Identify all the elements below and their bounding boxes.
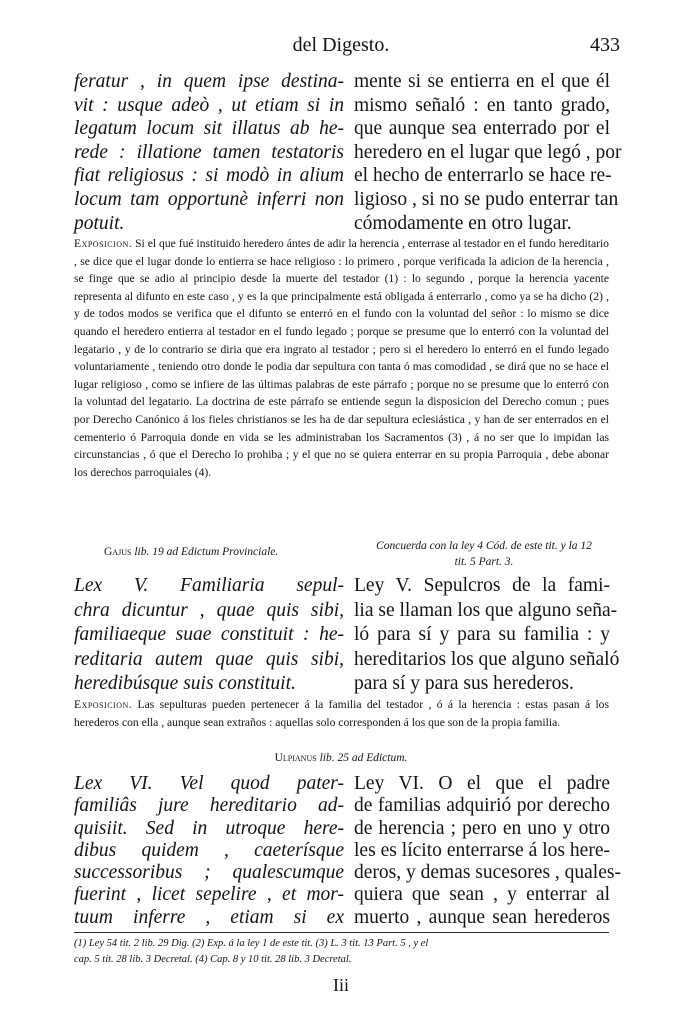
exposition-text: Si el que fué instituido heredero ántes de adir la herencia , enterrase al testador en el fundo hereditario , se dice que el lugar donde lo entierra se hace religioso : lo primero , porque verificada la adicion de la herencia , se finge que se adio al principio desde la muerte del testador (1) : lo segundo , porque la herencia yacente representa al difunto en este caso , y es la que principalmente está obligada á enterrarlo , como ya se ha dicho (2) , y de todos modos se verifica que el difunto se enterró en el fundo con la voluntad del señor : lo mismo se dice quando el heredero entierra al testador en el fundo legado ; porque se presume que lo enterró con la voluntad del legatario , y de lo contrario se diria que era ingrato al testador ; pero si el heredero lo enterró en el fundo legado voluntariamente , teniendo otro donde le podia dar sepultura con tanta ó mas comodidad , se dirá que no se hace el lugar religioso , como se infiere de las últimas palabras de este párrafo ; porque no se presume que lo enterró con la voluntad del legatario. La doctrina de este párrafo se entiende segun la disposicion del Derecho comun ; pues por Derecho Canónico á los fieles christianos se les ha de dar sepultura eclesiástica , y han de ser enterrados en el cementerio ó Parroquia donde en vida se les administraban los Sacramentos (3) , á no ser que lo impidan las circunstancias , ó que el Derecho lo prohiba ; y el que no se quiera enterrar en su propia Parroquia , debe abonar los derechos parroquiales (4).: [74, 237, 609, 479]
text-line: fiat religiosus : si modò in alium: [74, 165, 344, 187]
source-author: Ulpianus: [274, 752, 317, 764]
concordance-note: [356, 538, 612, 570]
exposition-paragraph: [74, 235, 609, 481]
signature-mark: Iii: [333, 975, 349, 995]
text-line: para sí y para sus herederos.: [354, 673, 574, 694]
text-line: dibus quidem , caeterísque: [74, 839, 344, 861]
text-line: familiâs jure hereditario ad-: [74, 795, 344, 817]
text-line: ligioso , si no se pudo enterrar tan: [354, 188, 619, 210]
text-line: Lex VI. Vel quod pater-: [74, 773, 344, 794]
text-line: Ley VI. O el que el padre: [354, 773, 610, 794]
text-line: mente si se entierra en el que él: [354, 71, 610, 92]
source-reference: lib. 19 ad Edictum Provinciale.: [134, 546, 279, 558]
running-title: del Digesto.: [292, 34, 390, 56]
page-number: 433: [590, 34, 620, 56]
text-line: vit : usque adeò , ut etiam si in: [74, 94, 344, 116]
spanish-column-ley-vi: [354, 773, 621, 929]
text-line: chra dicuntur , quae quis sibi,: [74, 599, 344, 621]
text-line: deros, y demas sucesores , quales-: [354, 862, 621, 884]
text-line: cómodamente en otro lugar.: [354, 212, 572, 234]
text-line: muerto , aunque sean herederos: [354, 906, 610, 928]
text-line: successoribus ; qualescumque: [74, 862, 344, 884]
footnote-line: (1) Ley 54 tit. 2 lib. 29 Dig. (2) Exp. á la ley 1 de este tit. (3) L. 3 tit. 13 Part. 5 , y el: [74, 938, 429, 949]
text-line: tuum inferre , etiam si ex: [74, 906, 344, 928]
source-author: Gajus: [104, 546, 132, 558]
concordance-line: tit. 5 Part. 3.: [454, 556, 514, 568]
text-line: legatum locum sit illatus ab he-: [74, 118, 344, 140]
text-line: reditaria autem quae quis sibi,: [74, 648, 344, 670]
source-citation: [0, 752, 682, 764]
text-line: que aunque sea enterrado por el: [354, 118, 610, 140]
concordance-line: Concuerda con la ley 4 Cód. de este tit. y la 12: [376, 540, 592, 552]
text-line: ló para sí y para su familia : y: [354, 624, 610, 645]
text-line: mismo señaló : en tanto grado,: [354, 94, 610, 116]
latin-column-continuation: [74, 70, 344, 235]
exposition-label: Exposicion.: [74, 237, 133, 250]
text-line: quisiit. Sed in utroque here-: [74, 817, 344, 839]
text-line: heredibúsque suis constituit.: [74, 673, 296, 694]
text-line: Lex V. Familiaria sepul-: [74, 575, 344, 596]
text-line: Ley V. Sepulcros de la fami-: [354, 575, 610, 596]
text-line: el hecho de enterrarlo se hace re-: [354, 165, 612, 187]
latin-column-lex-v: [74, 574, 344, 697]
text-line: hereditarios los que alguno señaló: [354, 648, 620, 670]
text-line: quiera que sean , y enterrar al: [354, 884, 610, 906]
exposition-paragraph: [74, 696, 609, 731]
text-line: familiaeque suae constituit : he-: [74, 624, 344, 645]
latin-column-lex-vi: [74, 773, 344, 929]
text-line: les es lícito enterrarse á los here-: [354, 839, 610, 861]
exposition-text: Las sepulturas pueden pertenecer á la familia del testador , ó á la herencia : estas pasan á los herederos con ella , aunque sean extraños : aquellas solo corresponden á los que son de la propia familia.: [74, 698, 609, 729]
text-line: de familias adquirió por derecho: [354, 795, 610, 817]
exposition-label: Exposicion.: [74, 698, 133, 711]
text-line: potuit.: [74, 212, 125, 234]
text-line: de herencia ; pero en uno y otro: [354, 817, 610, 839]
footnote-line: cap. 5 tit. 28 lib. 3 Decretal. (4) Cap. 8 y 10 tit. 28 lib. 3 Decretal.: [74, 954, 352, 965]
text-line: heredero en el lugar que legó , por: [354, 141, 622, 163]
spanish-column-continuation: [354, 70, 622, 235]
source-reference: lib. 25 ad Edictum.: [319, 752, 408, 764]
spanish-column-ley-v: [354, 574, 620, 697]
footnote-rule: [74, 932, 609, 933]
text-line: feratur , in quem ipse destina-: [74, 71, 344, 92]
text-line: lia se llaman los que alguno seña-: [354, 599, 618, 621]
source-citation: [104, 546, 278, 558]
footnotes: [74, 936, 614, 968]
text-line: locum tam opportunè inferri non: [74, 188, 344, 210]
text-line: rede : illatione tamen testatoris: [74, 141, 344, 163]
text-line: fuerint , licet sepelire , et mor-: [74, 884, 344, 906]
